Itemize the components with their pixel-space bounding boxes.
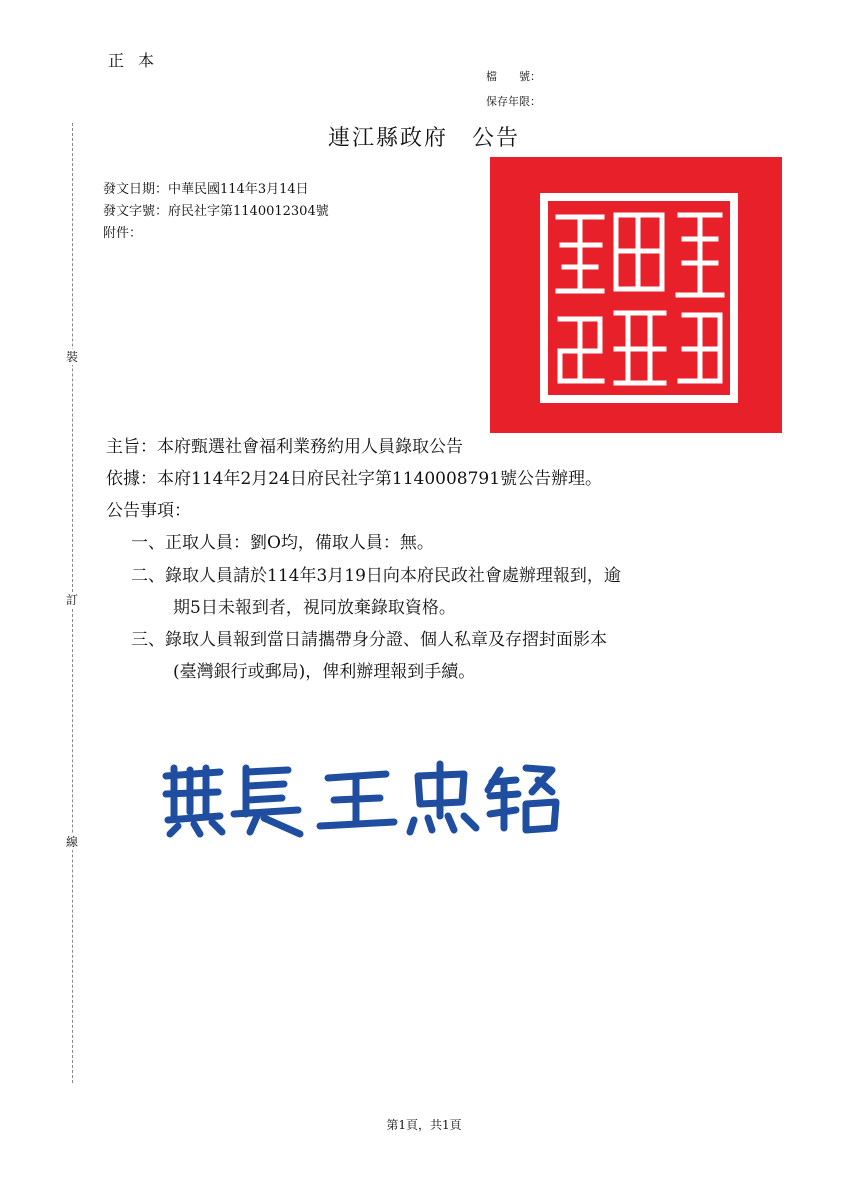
- subject-line: 主旨：本府甄選社會福利業務約用人員錄取公告: [106, 437, 463, 457]
- basis-line: 依據：本府114年2月24日府民社字第1140008791號公告辦理。: [106, 469, 603, 489]
- document-title: 連江縣政府 公告: [327, 126, 520, 151]
- file-number-label: 檔 號：: [486, 70, 541, 83]
- list-item-continuation: (臺灣銀行或郵局)，俾利辦理報到手續。: [173, 662, 476, 682]
- official-seal: [488, 155, 784, 435]
- binding-mark-bind: 裝: [63, 349, 81, 365]
- list-item-continuation: 期5日未報到者，視同放棄錄取資格。: [173, 598, 456, 618]
- reference-number: 發文字號：府民社字第1140012304號: [103, 204, 329, 219]
- list-item: 三、錄取人員報到當日請攜帶身分證、個人私章及存摺封面影本: [131, 630, 607, 650]
- attachment-label: 附件：: [103, 226, 143, 241]
- copy-mark: 正本: [108, 51, 169, 70]
- items-heading: 公告事項：: [106, 501, 191, 521]
- issue-date: 發文日期：中華民國114年3月14日: [103, 182, 309, 197]
- list-item: 一、正取人員：劉O均，備取人員：無。: [131, 533, 434, 553]
- list-item: 二、錄取人員請於114年3月19日向本府民政社會處辦理報到，逾: [131, 566, 621, 586]
- magistrate-signature: [160, 758, 560, 838]
- binding-mark-line: 線: [63, 834, 81, 850]
- page-number: 第1頁，共1頁: [386, 1118, 462, 1132]
- binding-mark-staple: 訂: [63, 592, 81, 608]
- retention-period-label: 保存年限：: [486, 95, 541, 108]
